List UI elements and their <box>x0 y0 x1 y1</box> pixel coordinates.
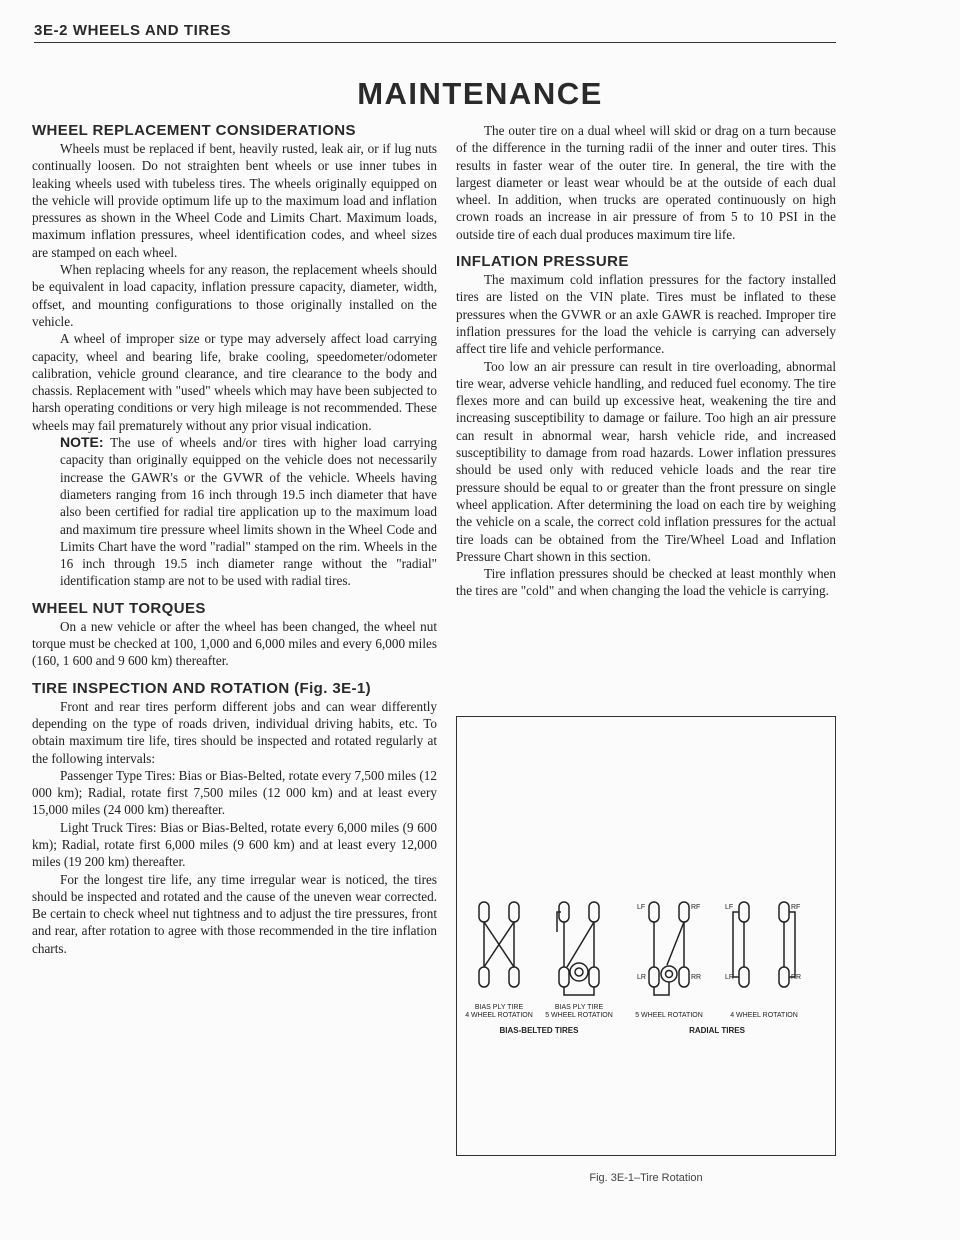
diagram-bias-5-wheel <box>557 902 599 995</box>
diagram3-label-2: 5 WHEEL ROTATION <box>635 1012 703 1019</box>
tire-rotation-figure <box>456 716 836 1156</box>
section-heading-wheel-nut-torques: WHEEL NUT TORQUES <box>32 599 206 617</box>
paragraph: When replacing wheels for any reason, the replacement wheels should be equivalent in load capacity, inflation pressure capacity, diameter, width, offset, and mounting configurations to those originally installed on the vehicle. <box>32 262 437 329</box>
tag-rf-2: RF <box>791 904 801 911</box>
note-text: The use of wheels and/or tires with higher load carrying capacity than originally equipped on the vehicle does not necessarily increase the GAWR's or the GVWR of the vehicle. Wheels having diameters ranging from 16 inch through 19.5 inch diameter that have also been certified for radial tire application up to the maximum load and maximum tire pressure wheel limits shown in the Wheel Code and Limits Chart have the word "radial" stamped on the rim. Wheels in the 16 inch through 19.5 inch diameter range without the "radial" identification stamp are not to be used with radial tires. <box>60 435 437 589</box>
diagram-bias-4-wheel <box>479 902 519 987</box>
paragraph: Wheels must be replaced if bent, heavily rusted, leak air, or if lug nuts continually loosen. Do not straighten bent wheels or use inner tubes in leaking wheels used with tubeless tires. The wheels originally equipped on the vehicle will provide optimum life up to the maximum load and inflation pressures as shown in the Wheel Code and Limits Chart. Maximum loads, maximum inflation pressures, wheel identification codes, and wheel sizes are stamped on each wheel. <box>32 141 437 260</box>
note-label: NOTE: <box>60 434 104 451</box>
section-heading-inflation-pressure: INFLATION PRESSURE <box>456 253 629 271</box>
note-paragraph <box>60 434 437 590</box>
figure-caption: Fig. 3E-1–Tire Rotation <box>589 1172 703 1184</box>
right-column <box>456 122 836 600</box>
diagram1-label-1: BIAS PLY TIRE <box>474 1004 524 1011</box>
left-column <box>32 122 437 957</box>
paragraph: Too low an air pressure can result in tire overloading, abnormal tire wear, adverse vehicle handling, and reduced fuel economy. The tire flexes more and can build up excessive heat, weakening the tire and increasing susceptibility to damage or failure. Too high an air pressure can result in abnormal wear, harsh vehicle ride, and increased susceptibility to damage from road hazards. Lower inflation pressures should be used only with reduced vehicle loads and the rear tire pressure should be equal to or greater than the front pressure on single wheel application. After determining the load on each tire by weighing the vehicle on a scale, the correct cold inflation pressures for the actual tire loads can be obtained from the Tire/Wheel Load and Inflation Pressure Chart shown in this section. <box>456 358 836 564</box>
paragraph: Passenger Type Tires: Bias or Bias-Belted, rotate every 7,500 miles (12 000 km); Radial, rotate first 7,500 miles (12 000 km) and at least every 15,000 miles (24 000 km) thereafter. <box>32 767 437 818</box>
tire-rotation-diagram <box>457 877 835 1037</box>
group-label-radial: RADIAL TIRES <box>689 1026 745 1035</box>
paragraph: Front and rear tires perform different jobs and can wear differently depending on the type of roads driven, individual driving habits, etc. To obtain maximum tire life, tires should be inspected and rotated regularly at the following intervals: <box>32 698 437 766</box>
tag-rr: RR <box>691 974 702 981</box>
paragraph: A wheel of improper size or type may adversely affect load carrying capacity, wheel and bearing life, brake cooling, speedometer/odometer calibration, vehicle ground clearance, and tire clearance to the body and chassis. Replacement with "used" wheels which may have been subjected to harsh operating conditions or very high mileage is not recommended. These wheels may fail prematurely without any prior visual indication. <box>32 331 437 433</box>
tag-rf: RF <box>691 904 701 911</box>
diagram2-label-2: 5 WHEEL ROTATION <box>545 1012 613 1019</box>
group-label-bias: BIAS-BELTED TIRES <box>499 1026 579 1035</box>
page-title: MAINTENANCE <box>357 76 603 111</box>
section-heading-wheel-replacement: WHEEL REPLACEMENT CONSIDERATIONS <box>32 122 356 139</box>
diagram-radial-4-wheel <box>733 902 795 987</box>
note-block <box>60 434 437 590</box>
paragraph: Light Truck Tires: Bias or Bias-Belted, rotate every 6,000 miles (9 600 km); Radial, rotate first 6,000 miles (9 600 km) and at least every 12,000 miles (19 200 km) thereafter. <box>32 819 437 870</box>
header-title: 3E-2 WHEELS AND TIRES <box>34 22 232 39</box>
page-header <box>34 22 836 43</box>
paragraph: For the longest tire life, any time irregular wear is noticed, the tires should be inspected and rotated and the cause of the uneven wear corrected. Be certain to check wheel nut tightness and to adjust the tire pressures, front and rear, after rotation to agree with those recommended in the tire inflation charts. <box>32 871 437 956</box>
diagram1-label-2: 4 WHEEL ROTATION <box>465 1012 533 1019</box>
diagram2-label-1: BIAS PLY TIRE <box>554 1004 604 1011</box>
paragraph: On a new vehicle or after the wheel has been changed, the wheel nut torque must be checked at 100, 1,000 and 6,000 miles and every 6,000 miles (160, 1 600 and 9 600 km) thereafter. <box>32 618 437 669</box>
tag-lf-2: LF <box>725 904 734 911</box>
paragraph: Tire inflation pressures should be checked at least monthly when the tires are "cold" and when changing the load the vehicle is carrying. <box>456 566 836 599</box>
tag-rr-2: RR <box>791 974 802 981</box>
paragraph: The maximum cold inflation pressures for the factory installed tires are listed on the VIN plate. Tires must be inflated to these pressures when the GVWR or an axle GAWR is reached. Improper tire inflation pressures for the load the vehicle is carrying can adversely affect tire life and vehicle performance. <box>456 272 836 357</box>
header-rule <box>34 42 836 43</box>
tag-lr: LR <box>637 974 646 981</box>
diagram-radial-5-wheel <box>649 902 689 995</box>
diagram4-label-2: 4 WHEEL ROTATION <box>730 1012 798 1019</box>
section-heading-tire-inspection: TIRE INSPECTION AND ROTATION (Fig. 3E-1) <box>32 679 372 697</box>
tag-lf: LF <box>637 904 646 911</box>
paragraph: The outer tire on a dual wheel will skid or drag on a turn because of the difference in the turning radii of the inner and outer tires. This results in faster wear of the outer tire. In general, the tire with the largest diameter or least wear whould be at the outside of each dual wheel. In addition, when trucks are operated continuously on high crown roads an increase in air pressure of from 5 to 10 PSI in the outside tire of each dual produces maximum tire life. <box>456 123 836 242</box>
tag-lr-2: LR <box>725 974 734 981</box>
